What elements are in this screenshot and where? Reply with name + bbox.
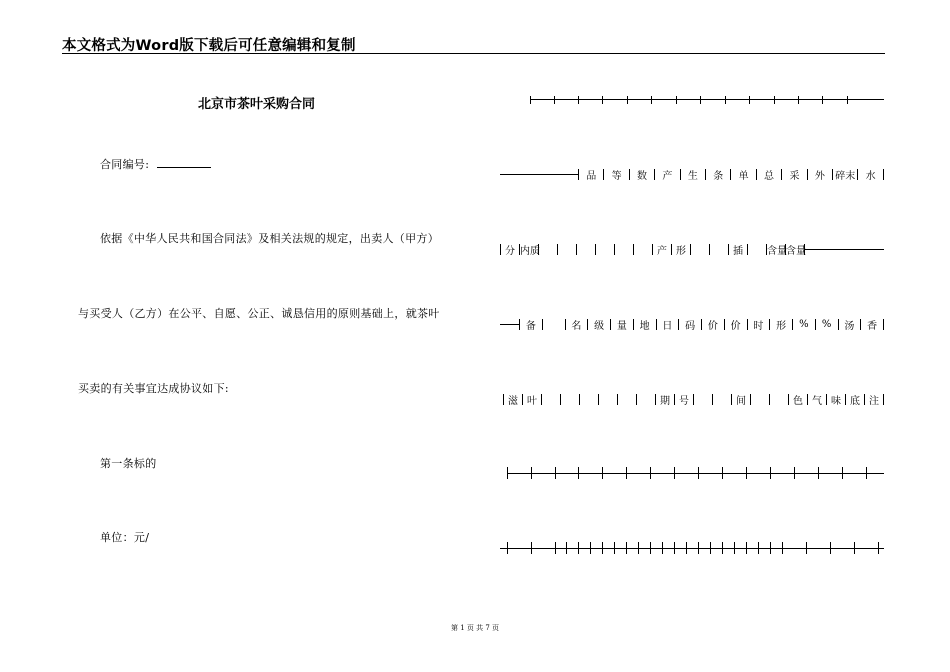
table-border-tick — [770, 467, 771, 479]
table-cell: 含量 — [767, 246, 787, 257]
row3-lead-rule — [500, 324, 519, 325]
table-border-tick — [674, 467, 675, 479]
table-border-tick — [842, 467, 843, 479]
table-top-rule — [530, 99, 884, 100]
table-row-4 — [503, 392, 884, 407]
table-border-tick — [531, 467, 532, 479]
table-border-tick — [770, 542, 771, 554]
table-border-tick — [638, 542, 639, 554]
table-cell: 碎末 — [835, 171, 856, 182]
table-border-tick — [602, 467, 603, 479]
table-cell: 外 — [814, 171, 825, 182]
table-cell: 码 — [685, 321, 696, 332]
table-border-tick — [554, 96, 555, 104]
table-cell: 价 — [707, 321, 718, 332]
table-border-tick — [710, 542, 711, 554]
table-cell: 日 — [662, 321, 673, 332]
table-border-tick — [806, 542, 807, 554]
table-cell: 分 — [505, 246, 515, 257]
table-border-tick — [794, 467, 795, 479]
table-border-tick — [627, 96, 628, 104]
contract-number-label: 合同编号: — [100, 158, 150, 171]
table-border-tick — [725, 96, 726, 104]
table-cell: 生 — [687, 171, 698, 182]
table-border-tick — [798, 96, 799, 104]
table-border-tick — [830, 542, 831, 554]
table-border-tick — [674, 542, 675, 554]
table-border-tick — [578, 542, 579, 554]
table-border-tick — [590, 542, 591, 554]
table-border-tick — [507, 467, 508, 479]
table-row-2 — [500, 242, 805, 257]
table-border-tick — [746, 542, 747, 554]
table-row-3 — [519, 317, 884, 332]
table-border-tick — [507, 542, 508, 554]
table-border-tick — [602, 542, 603, 554]
table-cell: 期 — [660, 396, 670, 407]
table-cell: 叶 — [527, 396, 537, 407]
table-border-tick — [698, 467, 699, 479]
table-border-tick — [530, 96, 531, 104]
contract-number-line — [100, 156, 211, 172]
unit-line: 单位：元/ — [100, 531, 150, 544]
table-cell: % — [821, 319, 832, 330]
table-cell: 底 — [850, 396, 860, 407]
table-rule-5 — [507, 473, 884, 474]
section-heading: 第一条标的 — [100, 457, 157, 470]
contract-number-blank — [157, 158, 211, 168]
table-border-tick — [676, 96, 677, 104]
table-cell: 水 — [865, 171, 876, 182]
table-rule-6 — [500, 548, 884, 549]
row2-tail-rule — [805, 249, 884, 250]
table-border-tick — [566, 542, 567, 554]
table-cell: 地 — [639, 321, 650, 332]
table-border-tick — [700, 96, 701, 104]
table-cell: % — [799, 319, 809, 330]
table-cell: 滋 — [508, 396, 518, 407]
table-cell: 总 — [764, 171, 775, 182]
table-border-tick — [651, 96, 652, 104]
table-border-tick — [847, 96, 848, 104]
table-cell: 量 — [616, 321, 627, 332]
table-cell: 注 — [869, 396, 879, 407]
table-border-tick — [818, 467, 819, 479]
table-cell: 香 — [867, 321, 878, 332]
banner-divider — [62, 53, 885, 54]
table-cell: 形 — [776, 321, 787, 332]
table-cell: 气 — [812, 396, 822, 407]
table-cell: 间 — [736, 396, 746, 407]
table-border-tick — [626, 542, 627, 554]
table-border-tick — [854, 542, 855, 554]
table-cell: 单 — [738, 171, 749, 182]
table-cell: 级 — [594, 321, 605, 332]
table-cell: 产 — [657, 246, 667, 257]
table-cell: 含量 — [786, 246, 806, 257]
table-border-tick — [602, 96, 603, 104]
table-cell: 产 — [662, 171, 673, 182]
table-cell: 色 — [793, 396, 803, 407]
table-border-tick — [734, 542, 735, 554]
row1-lead-rule — [500, 174, 578, 175]
table-border-tick — [662, 542, 663, 554]
table-border-tick — [531, 542, 532, 554]
paragraph-3: 买卖的有关事宜达成协议如下: — [78, 382, 229, 395]
table-border-tick — [822, 96, 823, 104]
table-border-tick — [722, 542, 723, 554]
table-border-tick — [578, 96, 579, 104]
table-border-tick — [555, 542, 556, 554]
table-cell: 备 — [525, 321, 536, 332]
table-border-tick — [774, 96, 775, 104]
table-border-tick — [650, 467, 651, 479]
table-border-tick — [722, 467, 723, 479]
table-border-tick — [746, 467, 747, 479]
table-border-tick — [555, 467, 556, 479]
table-border-tick — [686, 542, 687, 554]
table-cell: 条 — [713, 171, 724, 182]
table-cell: 汤 — [844, 321, 855, 332]
table-row-1 — [578, 167, 884, 182]
download-banner: 本文格式为Word版下载后可任意编辑和复制 — [62, 38, 356, 54]
table-border-tick — [650, 542, 651, 554]
table-cell: 插 — [733, 246, 743, 257]
paragraph-1: 依据《中华人民共和国合同法》及相关法规的规定，出卖人（甲方） — [100, 232, 439, 245]
table-border-tick — [578, 467, 579, 479]
table-cell: 味 — [831, 396, 841, 407]
table-cell: 品 — [586, 171, 597, 182]
table-border-tick — [758, 542, 759, 554]
table-cell: 名 — [571, 321, 582, 332]
table-border-tick — [878, 542, 879, 554]
page-footer: 第 1 页 共 7 页 — [450, 624, 500, 632]
table-border-tick — [626, 467, 627, 479]
paragraph-2: 与买受人（乙方）在公平、自愿、公正、诚恳信用的原则基础上，就茶叶 — [78, 307, 440, 320]
table-cell: 形 — [676, 246, 686, 257]
table-cell: 采 — [789, 171, 800, 182]
table-border-tick — [782, 542, 783, 554]
table-border-tick — [614, 542, 615, 554]
document-title: 北京市茶叶采购合同 — [198, 97, 316, 112]
table-border-tick — [749, 96, 750, 104]
table-cell: 等 — [611, 171, 622, 182]
table-cell: 数 — [637, 171, 648, 182]
table-cell: 价 — [730, 321, 741, 332]
table-border-tick — [866, 467, 867, 479]
table-cell: 号 — [679, 396, 689, 407]
table-cell: 内质 — [520, 246, 540, 257]
table-cell: 时 — [753, 321, 764, 332]
table-border-tick — [698, 542, 699, 554]
